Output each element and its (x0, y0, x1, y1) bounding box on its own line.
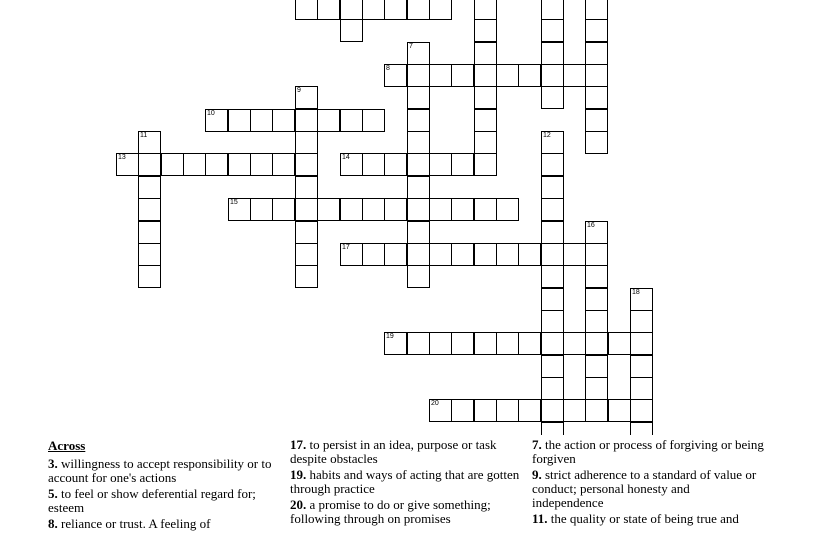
clue-number: 16 (587, 222, 595, 229)
grid-cell[interactable] (138, 131, 161, 154)
grid-cell[interactable] (205, 153, 228, 176)
grid-cell[interactable] (407, 198, 430, 221)
grid-cell[interactable] (541, 19, 564, 42)
grid-cell[interactable] (585, 64, 608, 87)
grid-cell[interactable] (228, 109, 251, 132)
grid-cell[interactable] (407, 332, 430, 355)
grid-cell[interactable] (138, 198, 161, 221)
grid-cell[interactable] (541, 86, 564, 109)
grid-cell[interactable] (496, 332, 519, 355)
grid-cell[interactable] (362, 109, 385, 132)
grid-cell[interactable] (518, 399, 541, 422)
clue-number: 11 (140, 132, 148, 139)
grid-cell[interactable] (541, 377, 564, 400)
grid-cell[interactable] (474, 131, 497, 154)
grid-cell[interactable] (384, 64, 407, 87)
grid-cell[interactable] (407, 131, 430, 154)
clue-number: 20 (431, 400, 439, 407)
grid-cell[interactable] (183, 153, 206, 176)
clue-number: 10 (207, 110, 215, 117)
grid-cell[interactable] (496, 399, 519, 422)
grid-cell[interactable] (138, 243, 161, 266)
grid-cell[interactable] (585, 221, 608, 244)
grid-cell[interactable] (563, 243, 586, 266)
grid-cell[interactable] (451, 153, 474, 176)
grid-cell[interactable] (138, 153, 161, 176)
grid-cell[interactable] (474, 332, 497, 355)
grid-cell[interactable] (362, 153, 385, 176)
grid-cell[interactable] (384, 332, 407, 355)
grid-cell[interactable] (295, 86, 318, 109)
grid-cell[interactable] (630, 399, 653, 422)
clue-across-17: 17. to persist in an idea, purpose or task despite obstacles (290, 437, 497, 466)
grid-cell[interactable] (585, 310, 608, 333)
grid-cell[interactable] (317, 0, 340, 20)
grid-cell[interactable] (138, 221, 161, 244)
grid-cell[interactable] (138, 176, 161, 199)
clue-number: 14 (342, 154, 350, 161)
grid-cell[interactable] (585, 243, 608, 266)
grid-cell[interactable] (228, 198, 251, 221)
grid-cell[interactable] (116, 153, 139, 176)
grid-cell[interactable] (295, 153, 318, 176)
grid-cell[interactable] (608, 399, 631, 422)
grid-cell[interactable] (541, 399, 564, 422)
grid-cell[interactable] (474, 19, 497, 42)
grid-cell[interactable] (474, 243, 497, 266)
grid-cell[interactable] (474, 109, 497, 132)
clue-number: 13 (118, 154, 126, 161)
grid-cell[interactable] (518, 64, 541, 87)
clues-column-3 (532, 438, 764, 528)
grid-cell[interactable] (295, 176, 318, 199)
grid-cell[interactable] (340, 0, 363, 20)
clues-column-2 (290, 438, 522, 528)
grid-cell[interactable] (362, 243, 385, 266)
clue-number: 7 (409, 43, 413, 50)
grid-cell[interactable] (429, 153, 452, 176)
grid-cell[interactable] (496, 243, 519, 266)
grid-cell[interactable] (205, 109, 228, 132)
grid-cell[interactable] (407, 0, 430, 20)
clue-number: 15 (230, 199, 238, 206)
grid-cell[interactable] (429, 198, 452, 221)
grid-cell[interactable] (585, 377, 608, 400)
grid-cell[interactable] (474, 86, 497, 109)
grid-cell[interactable] (541, 153, 564, 176)
grid-cell[interactable] (295, 243, 318, 266)
grid-cell[interactable] (563, 64, 586, 87)
grid-cell[interactable] (474, 42, 497, 65)
grid-cell[interactable] (384, 153, 407, 176)
grid-cell[interactable] (407, 243, 430, 266)
grid-cell[interactable] (384, 0, 407, 20)
grid-cell[interactable] (585, 355, 608, 378)
grid-cell[interactable] (451, 243, 474, 266)
grid-cell[interactable] (608, 332, 631, 355)
grid-cell[interactable] (541, 221, 564, 244)
grid-cell[interactable] (474, 64, 497, 87)
grid-cell[interactable] (295, 109, 318, 132)
grid-cell[interactable] (317, 109, 340, 132)
grid-cell[interactable] (541, 310, 564, 333)
grid-cell[interactable] (272, 198, 295, 221)
grid-cell[interactable] (541, 243, 564, 266)
grid-cell[interactable] (295, 198, 318, 221)
grid-cell[interactable] (340, 109, 363, 132)
grid-cell[interactable] (630, 310, 653, 333)
grid-cell[interactable] (585, 265, 608, 288)
grid-cell[interactable] (228, 153, 251, 176)
grid-cell[interactable] (407, 64, 430, 87)
grid-cell[interactable] (429, 399, 452, 422)
grid-cell[interactable] (630, 422, 653, 435)
grid-cell[interactable] (451, 332, 474, 355)
grid-cell[interactable] (630, 355, 653, 378)
grid-cell[interactable] (585, 288, 608, 311)
grid-cell[interactable] (340, 243, 363, 266)
grid-cell[interactable] (541, 288, 564, 311)
grid-cell[interactable] (407, 153, 430, 176)
grid-cell[interactable] (295, 131, 318, 154)
grid-cell[interactable] (518, 332, 541, 355)
grid-cell[interactable] (362, 198, 385, 221)
clue-down-7: 7. the action or process of forgiving or being forgiven (532, 437, 764, 466)
grid-cell[interactable] (362, 0, 385, 20)
grid-cell[interactable] (541, 64, 564, 87)
grid-cell[interactable] (340, 153, 363, 176)
clue-number: 17 (342, 244, 350, 251)
grid-cell[interactable] (407, 42, 430, 65)
grid-cell[interactable] (317, 198, 340, 221)
grid-cell[interactable] (407, 176, 430, 199)
grid-cell[interactable] (541, 265, 564, 288)
grid-cell[interactable] (585, 131, 608, 154)
grid-cell[interactable] (585, 332, 608, 355)
grid-cell[interactable] (384, 243, 407, 266)
grid-cell[interactable] (407, 86, 430, 109)
clue-number: 8 (386, 65, 390, 72)
clue-across-20: 20. a promise to do or give something; following through on promises (290, 497, 491, 526)
grid-cell[interactable] (541, 131, 564, 154)
grid-cell[interactable] (451, 399, 474, 422)
grid-cell[interactable] (541, 332, 564, 355)
grid-cell[interactable] (563, 332, 586, 355)
grid-cell[interactable] (474, 0, 497, 20)
grid-cell[interactable] (138, 265, 161, 288)
grid-cell[interactable] (429, 64, 452, 87)
grid-cell[interactable] (585, 399, 608, 422)
grid-cell[interactable] (451, 64, 474, 87)
clue-number: 9 (297, 87, 301, 94)
grid-cell[interactable] (272, 109, 295, 132)
grid-cell[interactable] (407, 221, 430, 244)
grid-cell[interactable] (429, 0, 452, 20)
grid-cell[interactable] (429, 332, 452, 355)
grid-cell[interactable] (384, 198, 407, 221)
grid-cell[interactable] (518, 243, 541, 266)
grid-cell[interactable] (541, 355, 564, 378)
grid-cell[interactable] (295, 221, 318, 244)
grid-cell[interactable] (451, 198, 474, 221)
grid-cell[interactable] (340, 19, 363, 42)
grid-cell[interactable] (585, 109, 608, 132)
clue-down-11: 11. the quality or state of being true and (532, 511, 739, 526)
grid-cell[interactable] (541, 422, 564, 435)
grid-cell[interactable] (630, 288, 653, 311)
grid-cell[interactable] (250, 153, 273, 176)
grid-cell[interactable] (295, 265, 318, 288)
grid-cell[interactable] (630, 377, 653, 400)
grid-cell[interactable] (407, 265, 430, 288)
clue-number: 19 (386, 333, 394, 340)
grid-cell[interactable] (474, 399, 497, 422)
grid-cell[interactable] (630, 332, 653, 355)
grid-cell[interactable] (474, 198, 497, 221)
grid-cell[interactable] (563, 399, 586, 422)
grid-cell[interactable] (541, 198, 564, 221)
grid-cell[interactable] (585, 0, 608, 20)
clues-column-1 (48, 438, 280, 533)
clue-across-19: 19. habits and ways of acting that are gotten through practice (290, 467, 520, 496)
grid-cell[interactable] (250, 109, 273, 132)
clue-down-9: 9. strict adherence to a standard of value or conduct; personal honesty and independence (532, 467, 757, 510)
grid-cell[interactable] (496, 198, 519, 221)
grid-cell[interactable] (250, 198, 273, 221)
grid-cell[interactable] (272, 153, 295, 176)
across-heading: Across (48, 438, 86, 453)
grid-cell[interactable] (541, 176, 564, 199)
grid-cell[interactable] (429, 243, 452, 266)
grid-cell[interactable] (407, 109, 430, 132)
grid-cell[interactable] (295, 0, 318, 20)
grid-cell[interactable] (585, 86, 608, 109)
grid-cell[interactable] (585, 19, 608, 42)
grid-cell[interactable] (474, 153, 497, 176)
clue-across-5: 5. to feel or show deferential regard for; esteem (48, 486, 256, 515)
grid-cell[interactable] (541, 0, 564, 20)
grid-cell[interactable] (496, 64, 519, 87)
clue-number: 12 (543, 132, 551, 139)
grid-cell[interactable] (541, 42, 564, 65)
grid-cell[interactable] (161, 153, 184, 176)
grid-cell[interactable] (585, 42, 608, 65)
clue-across-3: 3. willingness to accept responsibility or to account for one's actions (48, 456, 272, 485)
clue-across-8: 8. reliance or trust. A feeling of (48, 516, 211, 531)
grid-cell[interactable] (340, 198, 363, 221)
clue-number: 18 (632, 289, 640, 296)
